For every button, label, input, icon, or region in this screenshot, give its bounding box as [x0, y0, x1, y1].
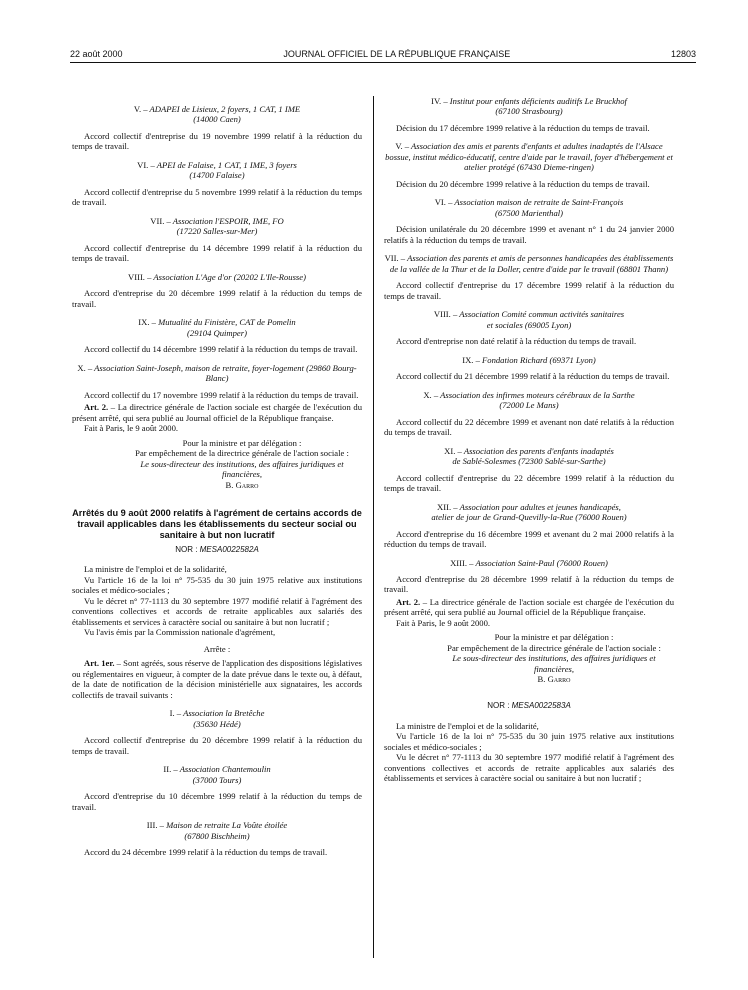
- accord-number: IX. –: [462, 354, 480, 365]
- accord-number: VIII. –: [433, 309, 458, 320]
- accord-heading: [72, 104, 362, 125]
- right-column: [384, 96, 674, 783]
- arrete-word: Arrête :: [203, 643, 231, 654]
- right-nor-code: MESA0022583A: [511, 700, 571, 710]
- left-accord-list: [72, 104, 362, 400]
- accord-number: VI. –: [137, 159, 155, 170]
- art1-label: Art. 1er.: [84, 658, 115, 669]
- arrete-title: Arrêtés du 9 août 2000 relatifs à l'agrément de certains accords de travail applicables dans les établissements du secteur social ou sanitaire à but non lucratif: [72, 508, 362, 540]
- accord-title: Association Saint-Joseph, maison de retraite, foyer-logement (29860 Bourg-Blanc): [94, 362, 357, 384]
- column-divider: [373, 96, 374, 958]
- accord-location: atelier de jour de Grand-Quevilly-la-Rue (76000 Rouen): [431, 512, 627, 523]
- accord-text: Décision unilatérale du 20 décembre 1999 et avenant n° 1 du 24 janvier 2000 relatifs à la réduction du temps de travail.: [384, 224, 674, 245]
- accord-heading: [384, 355, 674, 365]
- accord-location: (72000 Le Mans): [499, 400, 559, 411]
- accord-number: V. –: [395, 141, 410, 152]
- accord-text: Accord d'entreprise du 16 décembre 1999 et avenant du 2 mai 2000 relatifs à la réduction du temps de travail.: [384, 528, 674, 550]
- accord-text: Accord d'entreprise du 10 décembre 1999 relatif à la réduction du temps de travail.: [72, 791, 362, 812]
- accord-text: Accord collectif du 17 novembre 1999 relatif à la réduction du temps de travail.: [84, 389, 359, 400]
- accord-number: VII. –: [150, 215, 171, 226]
- accord-heading: [384, 502, 674, 523]
- accord-title: Association l'ESPOIR, IME, FO: [172, 215, 284, 226]
- accord-heading: [384, 141, 674, 172]
- accord-heading: [384, 96, 674, 117]
- accord-number: II. –: [163, 764, 178, 775]
- accord-number: X. –: [77, 362, 93, 373]
- accord-heading: [72, 317, 362, 338]
- header-date: 22 août 2000: [70, 48, 123, 59]
- accord-title: Fondation Richard (69371 Lyon): [482, 354, 596, 365]
- accord-heading: [384, 197, 674, 218]
- accord-heading: [384, 253, 674, 274]
- accord-text: Accord collectif du 22 décembre 1999 et avenant non daté relatifs à la réduction du temps de travail.: [384, 416, 674, 438]
- accord-title: Maison de retraite La Voûte étoilée: [166, 820, 288, 831]
- right-sig-name: B. Garro: [537, 674, 571, 685]
- right-signature: [384, 632, 674, 684]
- preamble-line: Vu l'article 16 de la loi n° 75-535 du 30 juin 1975 relative aux institutions sociales et médico-sociales ;: [384, 731, 674, 752]
- accord-heading: [72, 160, 362, 181]
- accord-number: X. –: [423, 389, 439, 400]
- accord-title: APEI de Falaise, 1 CAT, 1 IME, 3 foyers: [156, 159, 297, 170]
- accord-title: Association pour adultes et jeunes handicapés,: [459, 501, 621, 512]
- accord-title: Association maison de retraite de Saint-François: [454, 197, 624, 208]
- accord-location: (35630 Hédé): [193, 718, 241, 729]
- accord-location: (37000 Tours): [192, 774, 242, 785]
- right-nor-label: NOR :: [487, 700, 512, 710]
- accord-number: I. –: [169, 708, 182, 719]
- left-sig-line2: Par empêchement de la directrice générale de l'action sociale :: [135, 448, 349, 459]
- left-column: [72, 96, 362, 858]
- accord-text: Accord collectif d'entreprise du 14 décembre 1999 relatif à la réduction du temps de travail.: [72, 242, 362, 264]
- right-article-2: [384, 597, 674, 618]
- left-accord-list-2: [72, 708, 362, 857]
- article-1: [72, 658, 362, 700]
- accord-text: Accord collectif du 14 décembre 1999 relatif à la réduction du temps de travail.: [84, 344, 358, 355]
- left-sig-line3: Le sous-directeur des institutions, des affaires juridiques et financières,: [140, 458, 344, 480]
- accord-text: Accord d'entreprise du 28 décembre 1999 relatif à la réduction du temps de travail.: [384, 573, 674, 595]
- accord-number: IV. –: [431, 96, 448, 106]
- accord-text: Accord collectif d'entreprise du 5 novembre 1999 relatif à la réduction du temps de travail.: [72, 186, 362, 208]
- right-sig-line1: Pour la ministre et par délégation :: [494, 632, 614, 643]
- accord-location: (14000 Caen): [193, 114, 241, 125]
- accord-title: Association des amis et parents d'enfants et adultes inadaptés de l'Alsace bossue, institut médico-éducatif, centre d'aide par le travail, foyer d'hébergement et atelier protégé (67430 Dieme-ringen): [385, 141, 673, 173]
- header-page-number: 12803: [670, 48, 696, 59]
- accord-number: XII. –: [437, 501, 458, 512]
- header-rule: [70, 62, 696, 63]
- left-art2-text: – La directrice générale de l'action sociale est chargée de l'exécution du présent arrêté, qui sera publié au Journal officiel de la République française.: [72, 402, 362, 423]
- accord-heading: [72, 363, 362, 384]
- accord-heading: [72, 820, 362, 841]
- right-nor: [384, 701, 674, 711]
- accord-location: et sociales (69005 Lyon): [486, 319, 572, 330]
- accord-title: ADAPEI de Lisieux, 2 foyers, 1 CAT, 1 IME: [149, 104, 301, 114]
- accord-title: Association L'Age d'or (20202 L'Ile-Rousse): [153, 271, 306, 282]
- preamble-line: La ministre de l'emploi et de la solidarité,: [84, 564, 227, 575]
- accord-text: Décision du 20 décembre 1999 relative à la réduction du temps de travail.: [396, 178, 650, 189]
- accord-heading: [384, 309, 674, 330]
- accord-title: Association Saint-Paul (76000 Rouen): [475, 557, 608, 568]
- accord-location: (17220 Salles-sur-Mer): [176, 226, 258, 237]
- right-fait: Fait à Paris, le 9 août 2000.: [396, 617, 491, 628]
- accord-heading: [72, 272, 362, 282]
- right-accord-list: [384, 96, 674, 595]
- accord-heading: [72, 216, 362, 237]
- accord-title: Mutualité du Finistère, CAT de Pomelin: [158, 317, 296, 328]
- right-sig-line2: Par empêchement de la directrice générale de l'action sociale :: [447, 642, 661, 653]
- accord-number: III. –: [146, 820, 164, 831]
- art1-text: – Sont agréés, sous réserve de l'application des dispositions législatives ou réglementaires en vigueur, à compter de la date prévue dans le texte ou, à défaut, de la date de notification de la décision ministérielle aux signataires, les accords collectifs de travail suivants :: [72, 658, 362, 700]
- accord-location: de Sablé-Solesmes (72300 Sablé-sur-Sarthe): [452, 456, 606, 467]
- header-journal-title: JOURNAL OFFICIEL DE LA RÉPUBLIQUE FRANÇAISE: [283, 48, 511, 59]
- right-sig-line3: Le sous-directeur des institutions, des affaires juridiques et financières,: [452, 653, 656, 674]
- left-fait: Fait à Paris, le 9 août 2000.: [84, 423, 179, 434]
- left-signature: [72, 438, 362, 490]
- accord-title: Association des infirmes moteurs cérébraux de la Sarthe: [440, 389, 635, 400]
- accord-number: VI. –: [434, 197, 453, 208]
- left-nor: [72, 545, 362, 555]
- accord-text: Accord collectif d'entreprise du 22 décembre 1999 relatif à la réduction du temps de travail.: [384, 472, 674, 494]
- left-article-2: [72, 402, 362, 423]
- accord-title: Association des parents d'enfants inadaptés: [463, 445, 614, 456]
- accord-heading: [384, 390, 674, 411]
- accord-text: Accord collectif du 21 décembre 1999 relatif à la réduction du temps de travail.: [396, 371, 670, 382]
- accord-number: V. –: [133, 104, 148, 114]
- accord-title: Association la Bretêche: [183, 708, 265, 719]
- accord-location: (29104 Quimper): [187, 327, 247, 338]
- left-art2-label: Art. 2.: [84, 402, 109, 413]
- accord-location: (67500 Marienthal): [494, 207, 564, 218]
- accord-title: Association Chantemoulin: [179, 764, 271, 775]
- right-preamble: [384, 721, 674, 784]
- accord-title: Association des parents et amis de personnes handicapées des établissements de la vallée de la Thur et de la Doller, centre d'aide par le travail (68801 Thann): [389, 253, 674, 274]
- accord-heading: [384, 446, 674, 467]
- preamble-line: Vu l'avis émis par la Commission nationale d'agrément,: [84, 627, 276, 638]
- preamble-line: Vu le décret n° 77-1113 du 30 septembre 1977 modifié relatif à l'agrément des conventions collectives et accords de retraite applicables aux salariés des établissements et services à caractère social ou sanitaire à but non lucratif ;: [384, 752, 674, 783]
- right-art2-label: Art. 2.: [396, 596, 421, 607]
- accord-title: Association Comité commun activités sanitaires: [459, 309, 625, 320]
- left-nor-label: NOR :: [175, 544, 200, 554]
- right-art2-text: – La directrice générale de l'action sociale est chargée de l'exécution du présent arrêté, qui sera publié au Journal officiel de la République française.: [384, 596, 674, 618]
- accord-text: Accord du 24 décembre 1999 relatif à la réduction du temps de travail.: [84, 847, 328, 858]
- page-header: [70, 47, 696, 61]
- accord-text: Accord collectif d'entreprise du 17 décembre 1999 relatif à la réduction du temps de travail.: [384, 280, 674, 301]
- left-sig-name: B. Garro: [225, 479, 259, 490]
- accord-heading: [72, 708, 362, 729]
- accord-location: (67800 Bischheim): [184, 830, 250, 841]
- accord-number: VIII. –: [128, 271, 152, 282]
- preamble-line: Vu le décret n° 77-1113 du 30 septembre 1977 modifié relatif à l'agrément des conventions collectives et accords de retraite applicables aux salariés des établissements et services à caractère social ou sanitaire à but non lucratif ;: [72, 595, 362, 627]
- accord-number: IX. –: [138, 317, 156, 328]
- accord-number: VII. –: [384, 253, 406, 264]
- accord-text: Accord collectif d'entreprise du 19 novembre 1999 relatif à la réduction du temps de travail.: [72, 130, 362, 152]
- accord-number: XIII. –: [450, 557, 474, 568]
- accord-text: Accord d'entreprise non daté relatif à la réduction du temps de travail.: [396, 336, 637, 347]
- accord-location: (14700 Falaise): [189, 170, 245, 181]
- accord-text: Accord collectif d'entreprise du 20 décembre 1999 relatif à la réduction du temps de travail.: [72, 735, 362, 756]
- left-sig-line1: Pour la ministre et par délégation :: [182, 437, 302, 448]
- accord-heading: [72, 764, 362, 785]
- accord-number: XI. –: [444, 445, 462, 456]
- preamble-line: La ministre de l'emploi et de la solidarité,: [396, 720, 539, 731]
- accord-title: Institut pour enfants déficients auditifs Le Bruckhof: [449, 96, 627, 106]
- left-nor-code: MESA0022582A: [199, 544, 259, 554]
- accord-location: (67100 Strasbourg): [495, 106, 563, 117]
- accord-text: Accord d'entreprise du 20 décembre 1999 relatif à la réduction du temps de travail.: [72, 288, 362, 309]
- preamble-line: Vu l'article 16 de la loi n° 75-535 du 30 juin 1975 relative aux institutions sociales et médico-sociales ;: [72, 574, 362, 596]
- left-preamble: [72, 564, 362, 637]
- accord-text: Décision du 17 décembre 1999 relative à la réduction du temps de travail.: [396, 122, 650, 133]
- accord-heading: [384, 558, 674, 568]
